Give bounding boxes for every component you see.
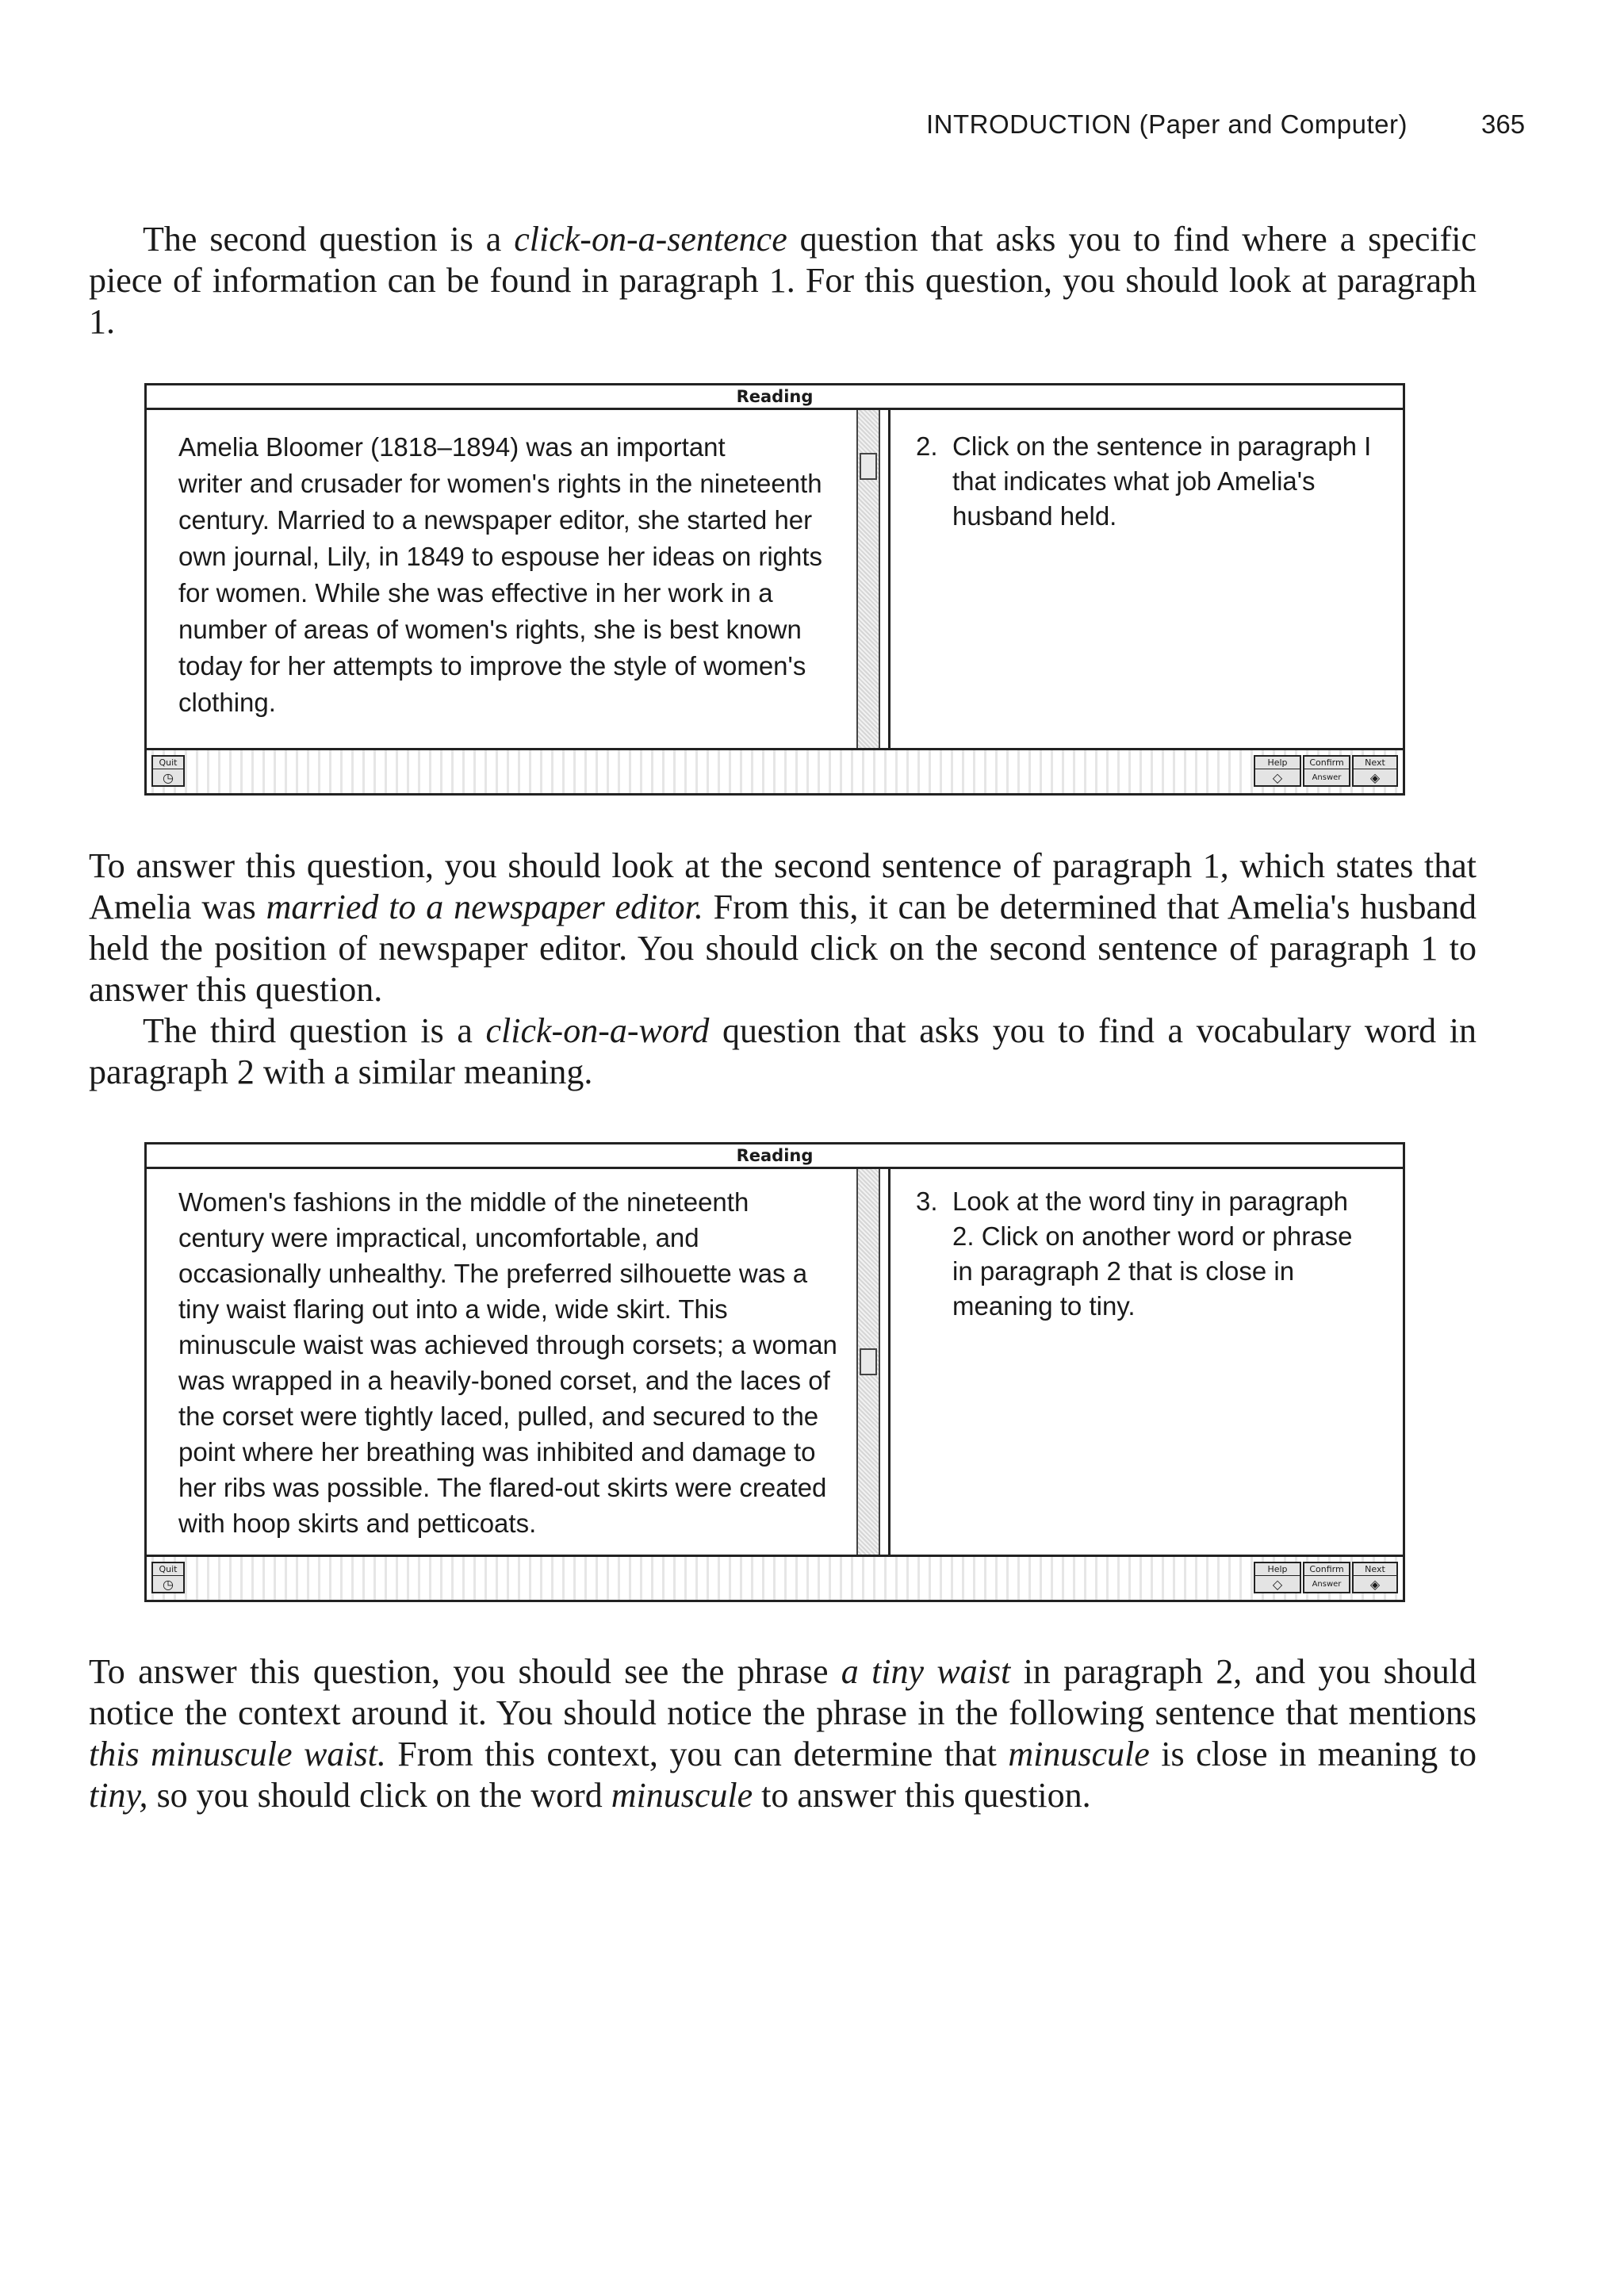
confirm-sub-label: Answer: [1312, 773, 1342, 782]
passage-line[interactable]: number of areas of women's rights, she is best known: [178, 615, 802, 644]
quit-label: Quit: [153, 757, 183, 769]
running-head: INTRODUCTION (Paper and Computer): [926, 109, 1408, 139]
passage-line[interactable]: century were impractical, uncomfortable, and: [178, 1223, 699, 1252]
explanation-quote: married to a newspaper editor.: [266, 888, 703, 926]
closing-text: From this context, you can determine that: [385, 1735, 1009, 1773]
next-button[interactable]: [1352, 1562, 1398, 1593]
passage-line[interactable]: tiny waist flaring out into a wide, wide skirt. This: [178, 1294, 728, 1324]
next-button[interactable]: [1352, 755, 1398, 787]
help-button[interactable]: [1254, 1562, 1301, 1593]
passage-text[interactable]: [178, 429, 963, 721]
intro-text-a: The second question is a: [143, 220, 515, 259]
closing-text: so you should click on the word: [147, 1776, 611, 1815]
intro-term: click-on-a-sentence: [514, 220, 787, 259]
closing-quote: a tiny waist: [841, 1652, 1011, 1691]
toolbar: [147, 1555, 1403, 1600]
closing-quote: this minuscule waist.: [89, 1735, 386, 1773]
passage-line[interactable]: own journal, Lily, in 1849 to espouse her ideas on rights: [178, 542, 823, 571]
passage-line[interactable]: Amelia Bloomer (1818–1894) was an important: [178, 432, 726, 462]
passage-scrollbar[interactable]: [856, 1169, 880, 1557]
confirm-answer-button[interactable]: [1303, 755, 1350, 787]
screen-title: Reading: [147, 1144, 1403, 1169]
passage-line[interactable]: was wrapped in a heavily-boned corset, and the laces of: [178, 1366, 830, 1395]
confirm-sub-label: Answer: [1312, 1580, 1342, 1589]
closing-quote: minuscule: [611, 1776, 753, 1815]
passage-text[interactable]: [178, 1184, 963, 1541]
explanation-text-a: To answer this question, you should look at the second sentence of paragraph 1, which states that Amelia was: [89, 846, 1477, 926]
third-question-paragraph: [89, 1010, 1477, 1093]
passage-line[interactable]: writer and crusader for women's rights in the nineteenth: [178, 469, 822, 498]
scroll-thumb[interactable]: [860, 1348, 877, 1375]
passage-line[interactable]: today for her attempts to improve the style of women's: [178, 651, 806, 681]
reading-screen-1: [144, 383, 1405, 796]
pane-divider: [888, 410, 891, 750]
closing-text: in paragraph 2, and you should notice the context around it. You should notice the phrase in the following sentence that mentions: [89, 1652, 1477, 1732]
closing-text: To answer this question, you should see the phrase: [89, 1652, 841, 1691]
intro-text: [89, 219, 1477, 343]
pane-divider: [888, 1169, 891, 1557]
closing-text: to answer this question.: [753, 1776, 1091, 1815]
passage-line[interactable]: her ribs was possible. The flared-out skirts were created: [178, 1473, 827, 1502]
reading-screen-2: [144, 1142, 1405, 1602]
third-text-b: question that asks you to find a vocabulary word in paragraph 2 with a similar meaning.: [89, 1011, 1477, 1091]
explanation-paragraph: [89, 845, 1477, 1010]
next-label: Next: [1354, 757, 1396, 769]
passage-line[interactable]: clothing.: [178, 688, 276, 717]
passage-line[interactable]: minuscule waist was achieved through corsets; a woman: [178, 1330, 837, 1359]
clock-icon: ◷: [163, 1577, 174, 1592]
quit-button[interactable]: [151, 755, 185, 787]
next-label: Next: [1354, 1563, 1396, 1576]
closing-section: [89, 1651, 1477, 1816]
question-line: Click on the sentence in paragraph I: [952, 431, 1372, 461]
passage-line[interactable]: occasionally unhealthy. The preferred silhouette was a: [178, 1259, 808, 1288]
closing-text: is close in meaning to: [1149, 1735, 1477, 1773]
diamond-icon: ◇: [1272, 770, 1283, 785]
help-label: Help: [1255, 757, 1300, 769]
passage-line[interactable]: the corset were tightly laced, pulled, and secured to the: [178, 1401, 819, 1431]
intro-paragraph: [89, 219, 1477, 343]
page-number: 365: [1481, 109, 1526, 139]
question-number: 3.: [916, 1187, 938, 1216]
help-button[interactable]: [1254, 755, 1301, 787]
question-line: in paragraph 2 that is close in: [952, 1256, 1295, 1286]
passage-line[interactable]: century. Married to a newspaper editor, she started her: [178, 505, 813, 535]
question-line: meaning to tiny.: [952, 1291, 1136, 1321]
diamond-icon: ◇: [1272, 1577, 1283, 1592]
confirm-label: Confirm: [1304, 1563, 1349, 1576]
explanation-text-b: From this, it can be determined that Amelia's husband held the position of newspaper editor. You should click on the second sentence of paragraph 1 to answer this question.: [89, 888, 1477, 1009]
question-line: that indicates what job Amelia's: [952, 466, 1316, 496]
confirm-answer-button[interactable]: [1303, 1562, 1350, 1593]
passage-line[interactable]: Women's fashions in the middle of the nineteenth: [178, 1187, 749, 1217]
help-label: Help: [1255, 1563, 1300, 1576]
question-line: 2. Click on another word or phrase: [952, 1221, 1353, 1251]
question-line: Look at the word tiny in paragraph: [952, 1187, 1348, 1216]
explanation-section: [89, 845, 1477, 1093]
question-line: husband held.: [952, 501, 1117, 531]
quit-label: Quit: [153, 1563, 183, 1576]
scroll-thumb[interactable]: [860, 453, 877, 480]
screen-title: Reading: [147, 385, 1403, 410]
closing-quote: minuscule: [1008, 1735, 1150, 1773]
clock-icon: ◷: [163, 770, 174, 785]
third-text-a: The third question is a: [143, 1011, 486, 1050]
passage-line[interactable]: with hoop skirts and petticoats.: [178, 1509, 537, 1538]
passage-line[interactable]: for women. While she was effective in her work in a: [178, 578, 773, 608]
next-diamond-icon: ◈: [1369, 770, 1381, 785]
quit-button[interactable]: [151, 1562, 185, 1593]
confirm-label: Confirm: [1304, 757, 1349, 769]
third-term: click-on-a-word: [485, 1011, 710, 1050]
next-diamond-icon: ◈: [1369, 1577, 1381, 1592]
question-number: 2.: [916, 431, 938, 461]
passage-line[interactable]: point where her breathing was inhibited and damage to: [178, 1437, 816, 1467]
question-3: [916, 1184, 1352, 1324]
toolbar: [147, 748, 1403, 793]
passage-scrollbar[interactable]: [856, 410, 880, 750]
intro-text-b: question that asks you to find where a specific piece of information can be found in paragraph 1. For this question, you should look at paragraph 1.: [89, 220, 1477, 341]
question-2: [916, 429, 1371, 534]
closing-quote: tiny,: [89, 1776, 148, 1815]
closing-paragraph: [89, 1651, 1477, 1816]
